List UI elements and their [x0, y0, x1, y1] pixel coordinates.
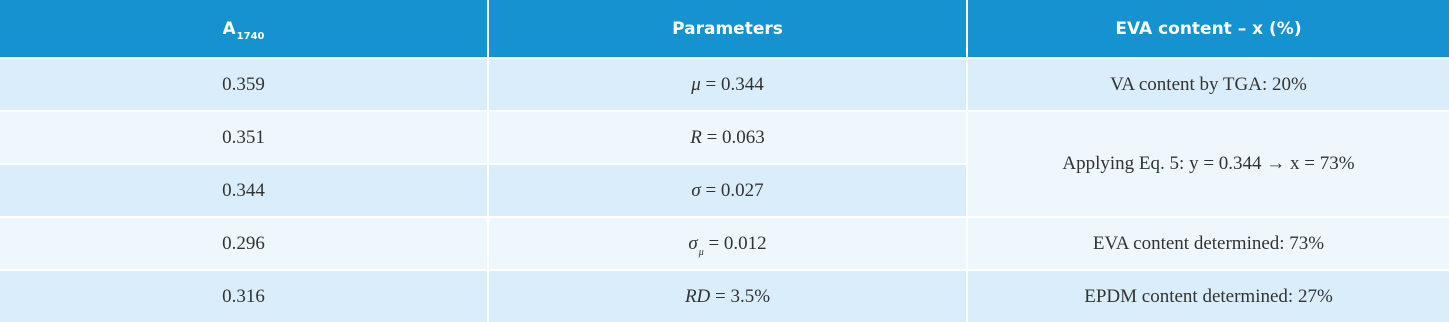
param-symbol: σ — [691, 179, 701, 201]
param-value: = 3.5% — [710, 285, 771, 307]
cell-a1740: 0.316 — [0, 270, 488, 322]
table-row — [0, 58, 1449, 111]
table-row — [0, 111, 1449, 164]
header-row — [0, 0, 1449, 58]
cell-parameter — [488, 58, 967, 111]
param-symbol: R — [690, 126, 702, 148]
cell-a1740: 0.344 — [0, 164, 488, 217]
table-row — [0, 270, 1449, 322]
cell-eva-content: EVA content determined: 73% — [967, 217, 1449, 270]
param-symbol: σ — [688, 232, 698, 254]
cell-parameter — [488, 270, 967, 322]
cell-eva-content: VA content by TGA: 20% — [967, 58, 1449, 111]
cell-a1740: 0.359 — [0, 58, 488, 111]
header-eva-content: EVA content – x (%) — [967, 0, 1449, 58]
cell-parameter — [488, 111, 967, 164]
table-row — [0, 217, 1449, 270]
param-value: = 0.027 — [700, 179, 764, 201]
param-value: = 0.063 — [701, 126, 765, 148]
header-parameters: Parameters — [488, 0, 967, 58]
header-a-main: A — [222, 18, 236, 39]
param-subscript: μ — [698, 246, 704, 258]
cell-a1740: 0.351 — [0, 111, 488, 164]
param-symbol: μ — [691, 73, 701, 95]
param-value: = 0.012 — [703, 232, 767, 254]
param-value: = 0.344 — [700, 73, 764, 95]
cell-a1740: 0.296 — [0, 217, 488, 270]
cell-eva-content: EPDM content determined: 27% — [967, 270, 1449, 322]
header-a1740 — [0, 0, 488, 58]
cell-eva-content-merged: Applying Eq. 5: y = 0.344 → x = 73% — [967, 111, 1449, 217]
cell-parameter — [488, 217, 967, 270]
cell-parameter — [488, 164, 967, 217]
header-a-subscript: 1740 — [236, 30, 265, 42]
param-symbol: RD — [684, 285, 711, 307]
